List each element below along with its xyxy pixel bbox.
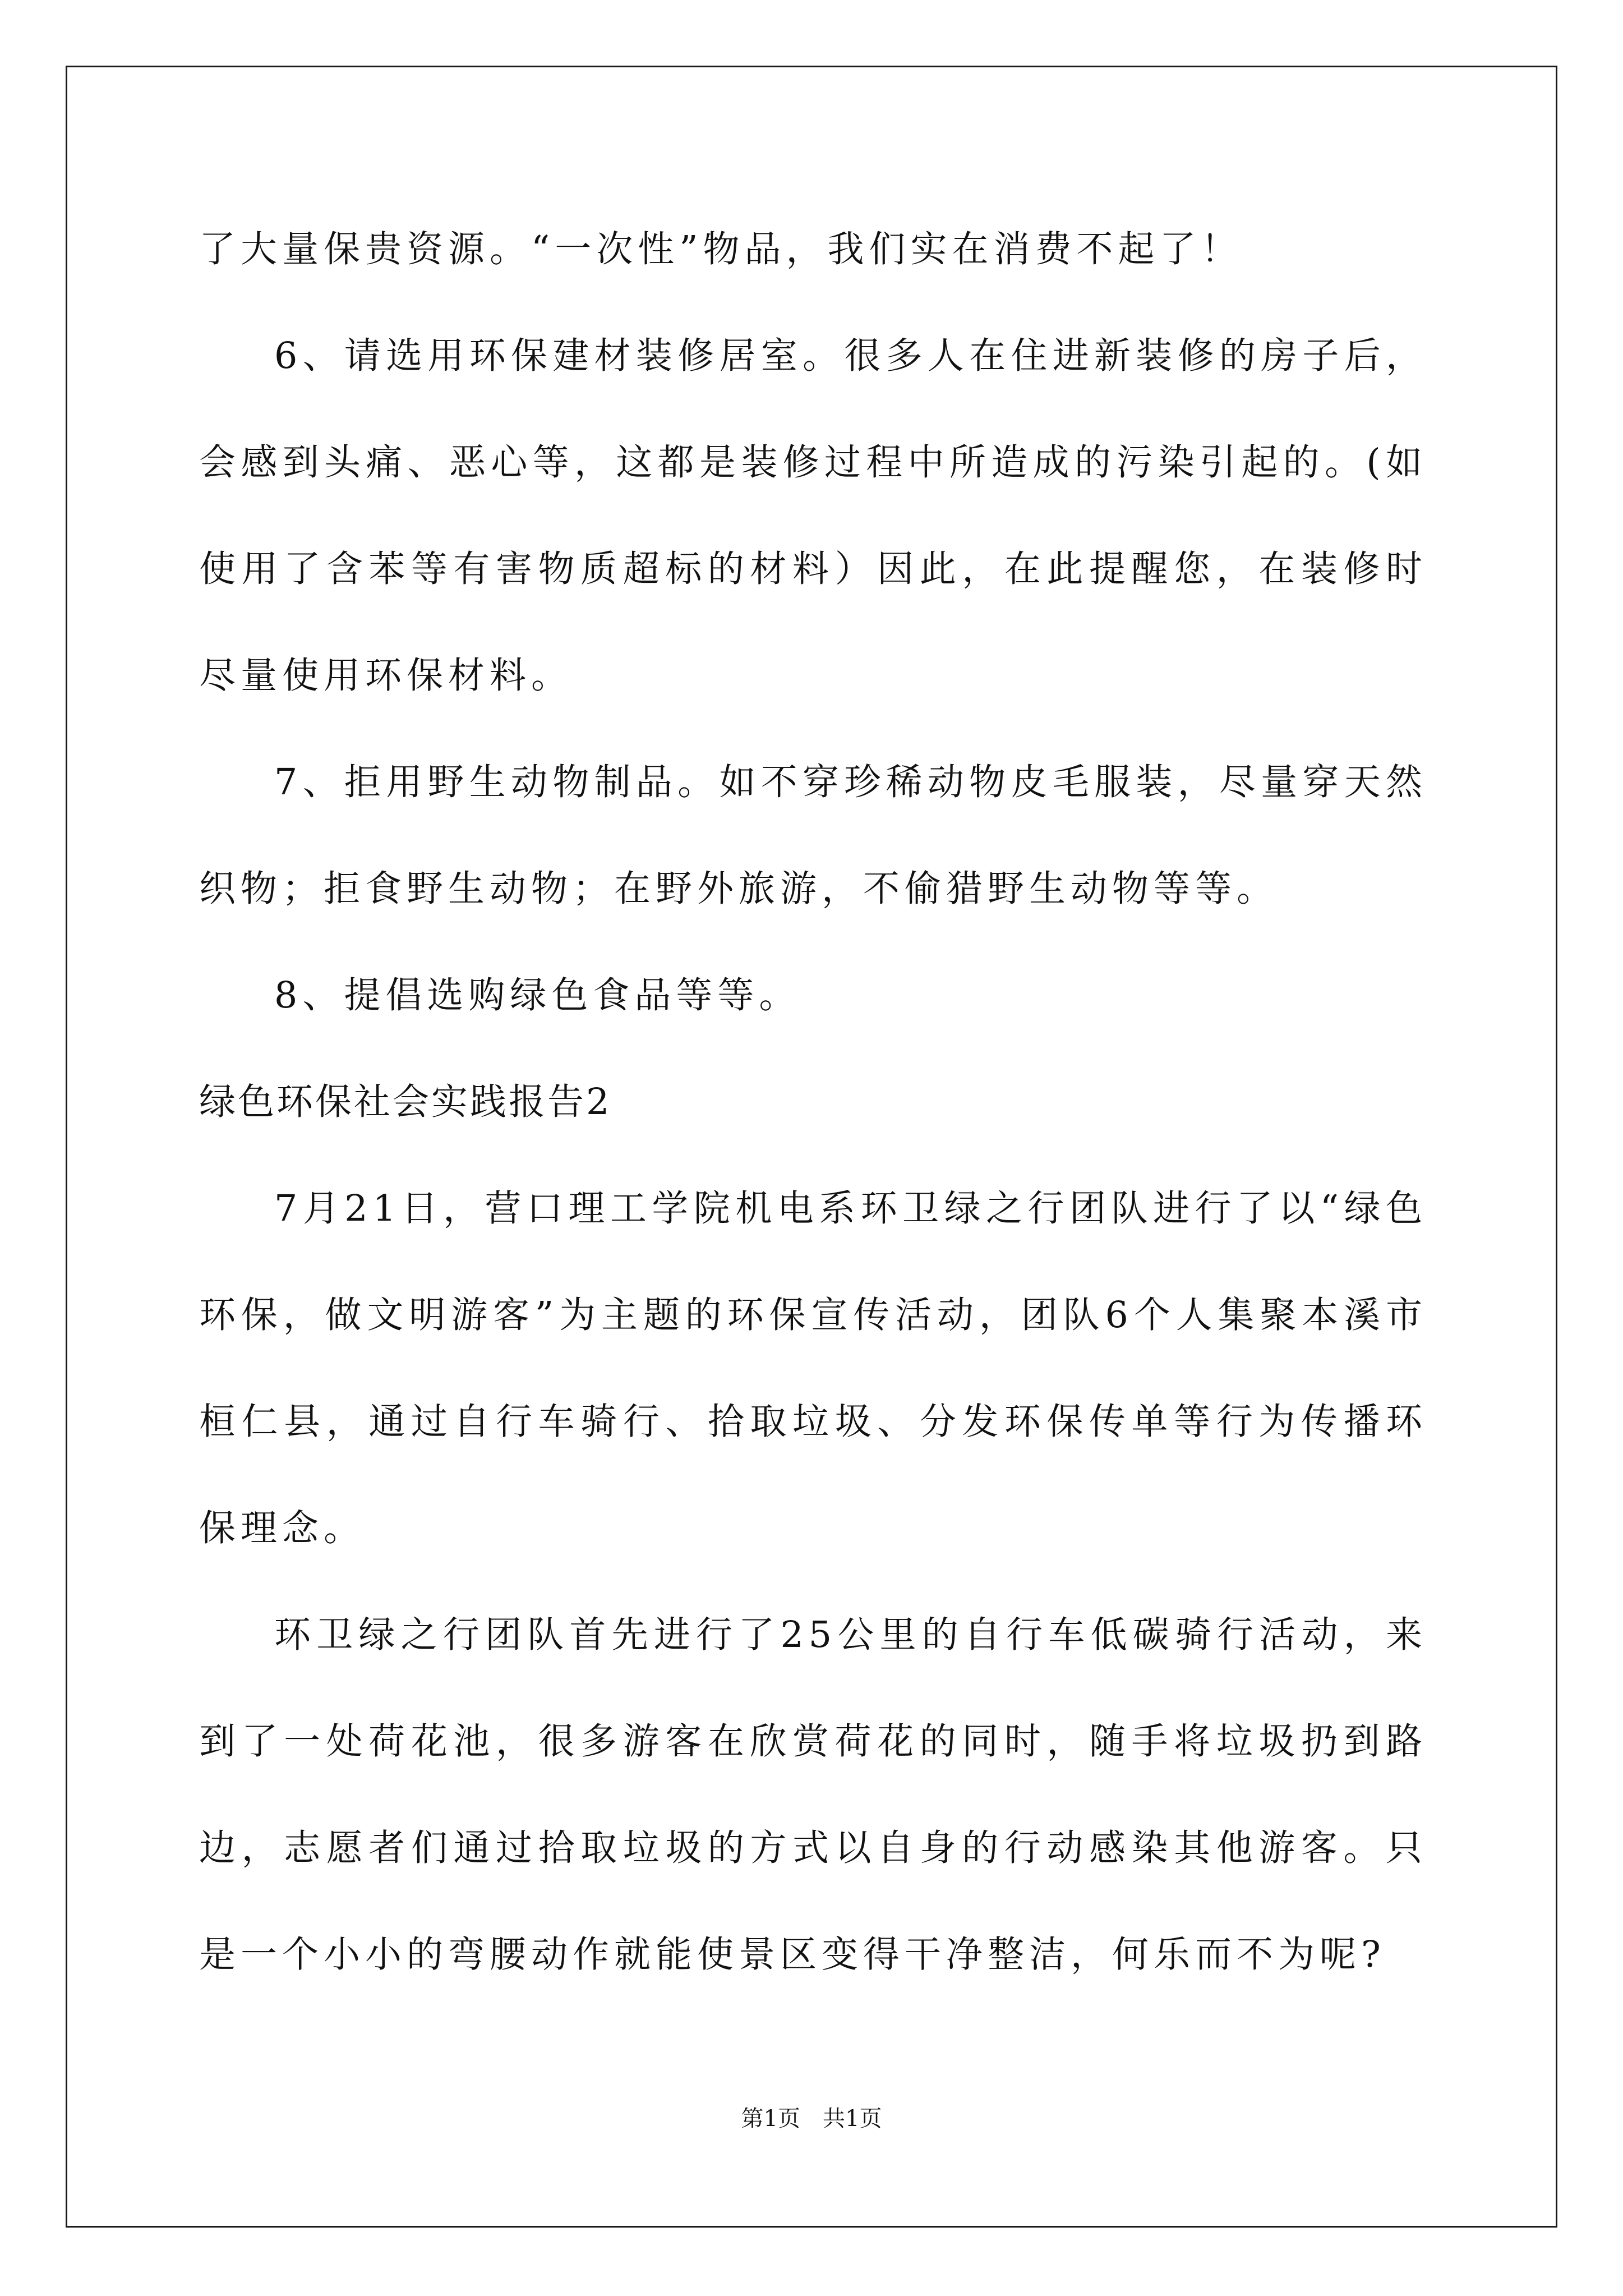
paragraph-item-8: 8、提倡选购绿色食品等等。 xyxy=(274,974,801,1016)
paragraph-report-intro: 7月21日，营口理工学院机电系环卫绿之行团队进行了以“绿色环保，做文明游客”为主题的环保宣传活动，团队6个人集聚本溪市桓仁县，通过自行车骑行、拾取垃圾、分发环保传单等行为传播环保理念。 xyxy=(199,1188,1427,1549)
document-body xyxy=(199,196,1427,2008)
paragraph-report-activity: 环卫绿之行团队首先进行了25公里的自行车低碳骑行活动，来到了一处荷花池，很多游客在欣赏荷花的同时，随手将垃圾扔到路边，志愿者们通过拾取垃圾的方式以自身的行动感染其他游客。只是一个小小的弯腰动作就能使景区变得干净整洁，何乐而不为呢? xyxy=(199,1614,1427,1976)
paragraph-item-7: 7、拒用野生动物制品。如不穿珍稀动物皮毛服装，尽量穿天然织物；拒食野生动物；在野外旅游，不偷猎野生动物等等。 xyxy=(199,761,1427,910)
page-number: 第1页 xyxy=(741,2106,800,2132)
paragraph-item-6: 6、请选用环保建材装修居室。很多人在住进新装修的房子后，会感到头痛、恶心等，这都是装修过程中所造成的污染引起的。(如使用了含苯等有害物质超标的材料）因此，在此提醒您，在装修时尽量使用环保材料。 xyxy=(199,335,1427,697)
section-heading: 绿色环保社会实践报告2 xyxy=(199,1081,612,1123)
page-footer xyxy=(0,2101,1623,2133)
page-total: 共1页 xyxy=(823,2106,882,2132)
paragraph-continuation: 了大量保贵资源。“一次性”物品，我们实在消费不起了！ xyxy=(199,228,1243,270)
